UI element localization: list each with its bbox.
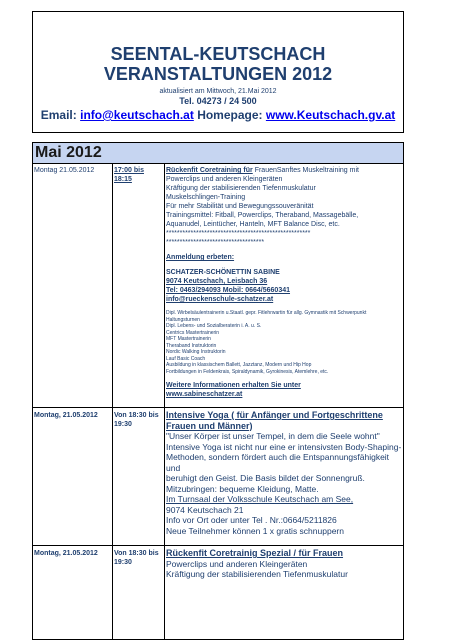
event-line: "Unser Körper ist unser Tempel, in dem die Seele wohnt" (166, 431, 380, 441)
qualification: Theraband Instruktorin (166, 342, 217, 349)
column-divider (164, 164, 165, 639)
title-line-1: SEENTAL-KEUTSCHACH (110, 44, 326, 64)
updated-date: aktualisiert am Mittwoch, 21.Mai 2012 (159, 88, 277, 95)
event-line: Für mehr Stabilität und Bewegungssouveränität (166, 203, 314, 210)
qualification: Ausbildung in klassischem Ballett, Jazztanz, Modern und Hip Hop (166, 362, 312, 368)
contact-phone: Tel: 0463/294093 Mobil: 0664/5660341 (166, 287, 291, 294)
event-line: FrauenSanftes Muskeltraining mit (254, 167, 359, 174)
event-time: Von 18:30 bis 19:30 (114, 550, 159, 566)
event-date: Montag, 21.05.2012 (34, 550, 98, 557)
events-table (32, 142, 404, 640)
separator-line: ***************************************************** (166, 230, 311, 237)
contact-line (33, 108, 403, 122)
event-line: Aquanudel, Leintücher, Hanteln, MFT Balance Disc, etc. (166, 221, 340, 228)
row-divider (33, 407, 403, 408)
event-line: beruhigt den Geist. Die Basis bildet der Sonnengruß. (166, 473, 365, 483)
email-link[interactable]: info@keutschach.at (80, 108, 194, 122)
qualification: Fortbildungen in Feldenkrais, Spiraldynamik, Gyrokinesis, Atemlehre, etc. (166, 368, 329, 375)
separator-line: ************************************ (166, 239, 265, 246)
event-date: Montag 21.05.2012 (34, 167, 95, 174)
event-location: Im Turnsaal der Volksschule Keutschach am See, (166, 494, 354, 504)
event-line: Kräftigung der stabilisierenden Tiefenmuskulatur (166, 185, 316, 192)
more-info-label: Weitere Informationen erhalten Sie unter (166, 382, 301, 389)
event-details (166, 166, 402, 399)
event-line: Mitzubringen: bequeme Kleidung, Matte. (166, 483, 319, 494)
title-line-2: VERANSTALTUNGEN 2012 (103, 64, 333, 84)
event-title: Rückenfit Coretraining für (166, 167, 253, 174)
event-line: Powerclips und anderen Kleingeräten (166, 176, 283, 183)
event-time: 17:00 bis 18:15 (114, 167, 144, 183)
event-details (166, 410, 402, 536)
contact-email-link[interactable]: info@rueckenschule-schatzer.at (166, 296, 274, 303)
telephone: Tel. 04273 / 24 500 (179, 96, 257, 106)
event-line: Info vor Ort oder unter Tel . Nr.:0664/5211826 (166, 515, 337, 525)
month-heading: Mai 2012 (35, 144, 102, 161)
qualification: Haltungsturnen (166, 316, 200, 323)
event-title: Rückenfit Coretrainig Spezial / für Frauen (166, 548, 344, 558)
event-title: Intensive Yoga ( für Anfänger und Fortgeschrittene Frauen und Männer) (166, 410, 383, 431)
registration-label: Anmeldung erbeten: (166, 254, 235, 261)
event-line: Powerclips und anderen Kleingeräten (166, 558, 308, 569)
website-link[interactable]: www.sabineschatzer.at (166, 391, 243, 398)
event-line: Neue Teilnehmer können 1 x gratis schnuppern (166, 525, 344, 536)
homepage-link[interactable]: www.Keutschach.gv.at (265, 108, 396, 122)
qualification: Dipl. Lebens- und Sozialberaterin i. A. u. S. (166, 323, 262, 329)
document-header (32, 11, 404, 133)
event-line: Muskelschlingen-Training (166, 194, 246, 201)
qualification: Centrics Mastertrainerin (166, 329, 220, 336)
event-date: Montag, 21.05.2012 (34, 412, 98, 419)
qualification: Dipl. Wirbelsäulentrainerin u.Staatl. gepr. Fitlehrwartin für allg. Gymnastik mit Schwerpunkt (166, 310, 367, 316)
qualification: Nordic Walking Instruktorin (166, 349, 226, 355)
event-line: Trainingsmittel: Fitball, Powerclips, Theraband, Massagebälle, (166, 212, 359, 219)
contact-name: SCHATZER-SCHÖNETTIN SABINE (166, 269, 280, 276)
event-line: 9074 Keutschach 21 (166, 504, 244, 515)
column-divider (112, 164, 113, 639)
event-line: Methoden, sondern fördert auch die Entspannungsfähigkeit und (166, 452, 390, 473)
homepage-label: Homepage: (197, 108, 263, 122)
email-label: Email: (40, 108, 77, 122)
event-line: Intensive Yoga ist nicht nur eine er intensivsten Body-Shaping- (166, 441, 402, 452)
row-divider (33, 545, 403, 546)
contact-address: 9074 Keutschach, Leisbach 36 (166, 278, 268, 285)
event-line: Kräftigung der stabilisierenden Tiefenmuskulatur (166, 569, 348, 579)
month-bar (33, 143, 403, 164)
qualification: MFT Mastertrainerin (166, 336, 211, 342)
event-details (166, 548, 402, 580)
event-time: Von 18:30 bis 19:30 (114, 412, 159, 428)
qualification: Lauf Basic Coach (166, 355, 206, 362)
